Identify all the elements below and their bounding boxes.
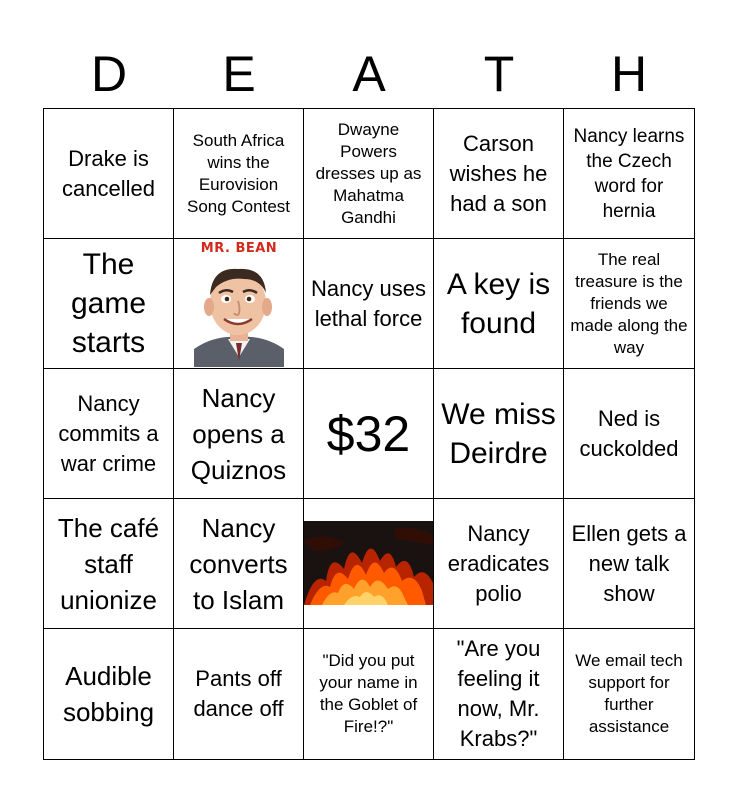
bingo-cell[interactable] <box>434 239 564 369</box>
cell-text: Nancy eradicates polio <box>447 520 550 606</box>
bingo-cell[interactable] <box>44 499 174 629</box>
bingo-cell-image[interactable] <box>304 499 434 629</box>
cell-text: A key is found <box>446 267 551 340</box>
cell-text: "Are you feeling it now, Mr. Krabs?" <box>456 636 541 751</box>
header-letter-h: H <box>610 46 648 102</box>
cell-text: Carson wishes he had a son <box>449 130 548 216</box>
free-space-text: $32 <box>326 405 411 462</box>
cell-text: Audible sobbing <box>62 661 155 727</box>
cell-text: Nancy converts to Islam <box>189 512 288 615</box>
mr-bean-photo-icon <box>194 239 284 367</box>
bingo-cell[interactable] <box>564 629 694 759</box>
fire-photo-icon <box>304 521 433 605</box>
header-letter-t: T <box>483 46 515 102</box>
bingo-cell[interactable] <box>564 109 694 239</box>
header-letter-e: E <box>222 46 256 102</box>
bean-face-icon <box>194 257 284 367</box>
cell-text: The café staff unionize <box>57 512 160 615</box>
bean-title: MR. BEAN <box>200 241 278 256</box>
bingo-cell[interactable] <box>304 629 434 759</box>
bingo-cell[interactable] <box>44 629 174 759</box>
flames-icon <box>304 521 433 605</box>
cell-text: We email tech support for further assistance <box>575 651 683 736</box>
bingo-cell[interactable] <box>174 109 304 239</box>
bingo-cell[interactable] <box>564 239 694 369</box>
cell-text: Pants off dance off <box>193 666 284 721</box>
bingo-cell[interactable] <box>564 499 694 629</box>
cell-text: Nancy opens a Quiznos <box>190 382 287 485</box>
cell-text: "Did you put your name in the Goblet of Fire!?" <box>319 651 418 736</box>
cell-text: Nancy uses lethal force <box>311 275 426 331</box>
bingo-cell[interactable] <box>304 239 434 369</box>
cell-text: South Africa wins the Eurovision Song Contest <box>186 130 290 216</box>
bingo-cell[interactable] <box>174 629 304 759</box>
cell-text: Dwayne Powers dresses up as Mahatma Gandhi <box>315 119 422 227</box>
bingo-cell[interactable] <box>304 109 434 239</box>
bingo-cell[interactable] <box>44 239 174 369</box>
cell-text: Drake is cancelled <box>62 145 155 201</box>
free-space-cell[interactable] <box>304 369 434 499</box>
bingo-cell[interactable] <box>434 369 564 499</box>
bingo-cell[interactable] <box>44 109 174 239</box>
bingo-cell[interactable] <box>174 369 304 499</box>
bingo-grid <box>43 108 695 760</box>
bingo-header <box>44 40 694 108</box>
cell-text: Ellen gets a new talk show <box>571 520 687 606</box>
bingo-cell[interactable] <box>434 109 564 239</box>
header-letter-d: D <box>90 46 128 102</box>
bingo-cell[interactable] <box>434 629 564 759</box>
bingo-cell-image[interactable] <box>174 239 304 369</box>
cell-text: The real treasure is the friends we made along the way <box>570 249 688 357</box>
bingo-cell[interactable] <box>44 369 174 499</box>
cell-text: Nancy commits a war crime <box>58 390 159 476</box>
bingo-cell[interactable] <box>434 499 564 629</box>
cell-text: Ned is cuckolded <box>579 405 679 461</box>
cell-text: The game starts <box>70 248 147 359</box>
bingo-cell[interactable] <box>174 499 304 629</box>
bingo-cell[interactable] <box>564 369 694 499</box>
cell-text: Nancy learns the Czech word for hernia <box>573 125 685 222</box>
cell-text: We miss Deirdre <box>441 397 556 470</box>
header-letter-a: A <box>352 46 386 102</box>
